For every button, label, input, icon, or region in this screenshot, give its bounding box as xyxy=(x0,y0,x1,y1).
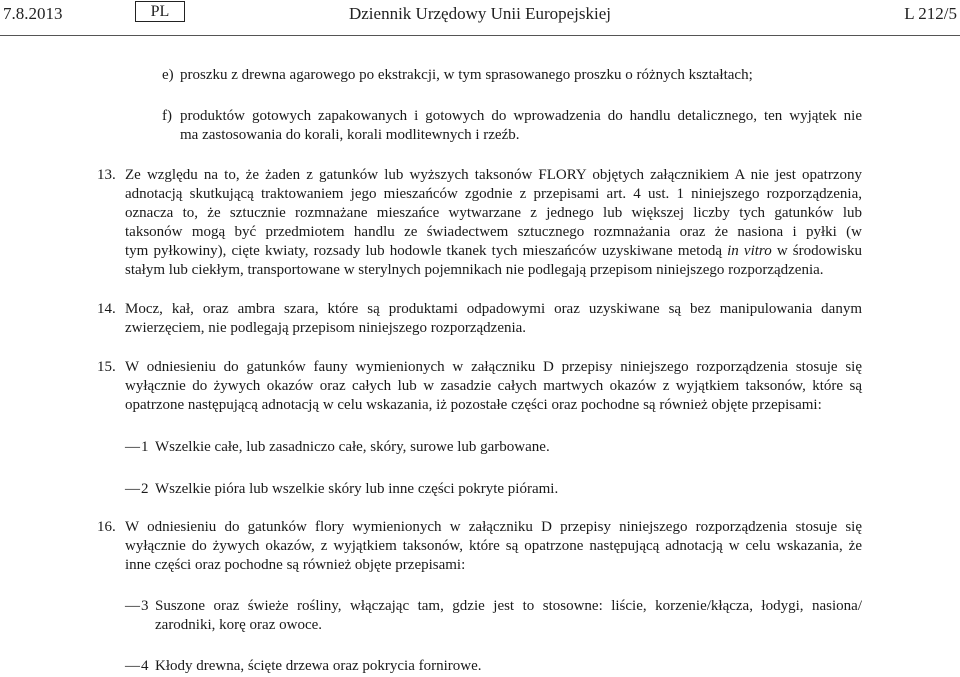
language-code-box: PL xyxy=(135,1,185,22)
point-marker: f) xyxy=(162,108,172,124)
item-number: 3 xyxy=(141,598,149,614)
dash-item-2 xyxy=(0,480,960,499)
header-rule xyxy=(0,35,960,36)
text-line: Mocz, kał, oraz ambra szara, które są produktami odpadowymi oraz uzyskiwane są bez manipulowania danym xyxy=(125,301,862,317)
paragraph-16 xyxy=(0,518,960,575)
item-text xyxy=(155,597,862,635)
paragraph-text xyxy=(125,166,862,280)
text-line: zwierzęciem, nie podlegają przepisom niniejszego rozporządzenia. xyxy=(125,320,527,336)
text-line: W odniesieniu do gatunków flory wymienionych w załączniku D przepisy niniejszego rozporządzenia stosuje się xyxy=(125,519,862,535)
dash-marker: — xyxy=(125,439,140,455)
point-marker: e) xyxy=(162,67,174,83)
text-line: Ze względu na to, że żaden z gatunków lub wyższych taksonów FLORY objętych załącznikiem A nie jest opatrzony xyxy=(125,167,862,183)
text-line: Suszone oraz świeże rośliny, włączając tam, gdzie jest to stosowne: liście, korzenie/kłącza, łodygi, nasiona/ xyxy=(155,598,862,614)
text-line xyxy=(125,242,862,261)
paragraph-number: 16. xyxy=(97,519,116,535)
paragraph-number: 14. xyxy=(97,301,116,317)
item-text xyxy=(155,480,862,499)
journal-reference: L 212/5 xyxy=(904,4,957,23)
paragraph-number: 13. xyxy=(97,167,116,183)
paragraph-number: 15. xyxy=(97,359,116,375)
text-line: W odniesieniu do gatunków fauny wymienionych w załączniku D przepisy niniejszego rozporządzenia stosuje się xyxy=(125,359,862,375)
text-line: wyłącznie do żywych okazów oraz całych lub w zasadzie całych martwych okazów z wyjątkiem taksonów, które są xyxy=(125,378,862,394)
text-line: oznacza to, że sztucznie rozmnażane mieszańce wytwarzane z jednego lub większej liczby tych gatunków lub xyxy=(125,205,862,221)
journal-title: Dziennik Urzędowy Unii Europejskiej xyxy=(348,4,611,23)
text-line: zarodniki, korę oraz owoce. xyxy=(155,617,323,633)
publication-date: 7.8.2013 xyxy=(3,4,63,23)
text-line: produktów gotowych zapakowanych i gotowych do wprowadzenia do handlu detalicznego, ten wyjątek nie xyxy=(180,108,862,124)
point-text xyxy=(180,107,862,145)
point-text xyxy=(180,66,862,85)
item-text xyxy=(155,438,862,457)
text-line: taksonów mogą być przedmiotem handlu ze świadectwem sztucznego rozmnażania oraz że nasiona i pyłki (w xyxy=(125,224,862,240)
text-line: ma zastosowania do korali, korali modlitewnych i rzeźb. xyxy=(180,127,520,143)
dash-marker: — xyxy=(125,481,140,497)
text-segment: tym pyłkowiny), cięte kwiaty, rozsady lub hodowle tkanek tych mieszańców uzyskiwane metodą xyxy=(125,243,728,259)
paragraph-text xyxy=(125,518,862,575)
point-e xyxy=(0,66,960,85)
paragraph-text xyxy=(125,358,862,415)
paragraph-13 xyxy=(0,166,960,280)
text-line: adnotacją skutkującą traktowaniem jego mieszańców zgodnie z przepisami art. 4 ust. 1 niniejszego rozporządzenia, xyxy=(125,186,862,202)
point-f xyxy=(0,107,960,145)
text-line: proszku z drewna agarowego po ekstrakcji, w tym sprasowanego proszku o różnych kształtach; xyxy=(180,67,753,83)
paragraph-text xyxy=(125,300,862,338)
text-line: Wszelkie całe, lub zasadniczo całe, skóry, surowe lub garbowane. xyxy=(155,439,550,455)
dash-marker: — xyxy=(125,598,140,614)
dash-marker: — xyxy=(125,658,140,674)
item-number: 4 xyxy=(141,658,149,674)
text-segment: w środowisku xyxy=(771,243,862,259)
item-number: 1 xyxy=(141,439,149,455)
dash-item-3 xyxy=(0,597,960,635)
italic-term: in vitro xyxy=(727,243,772,259)
paragraph-15 xyxy=(0,358,960,415)
item-number: 2 xyxy=(141,481,149,497)
text-line: stałym lub ciekłym, transportowane w sterylnych pojemnikach nie podlegają przepisom niniejszego rozporządzenia. xyxy=(125,262,824,278)
paragraph-14 xyxy=(0,300,960,338)
item-text xyxy=(155,657,862,676)
text-line: inne części oraz pochodne są również objęte przepisami: xyxy=(125,557,466,573)
dash-item-1 xyxy=(0,438,960,457)
text-line: Kłody drewna, ścięte drzewa oraz pokrycia fornirowe. xyxy=(155,658,482,674)
text-line: opatrzone następującą adnotacją w celu wskazania, iż pozostałe części oraz pochodne są również objęte przepisami: xyxy=(125,397,822,413)
text-line: wyłącznie do żywych okazów, z wyjątkiem taksonów, które są opatrzone następującą adnotacją w celu wskazania, że xyxy=(125,538,862,554)
dash-item-4 xyxy=(0,657,960,676)
text-line: Wszelkie pióra lub wszelkie skóry lub inne części pokryte piórami. xyxy=(155,481,559,497)
